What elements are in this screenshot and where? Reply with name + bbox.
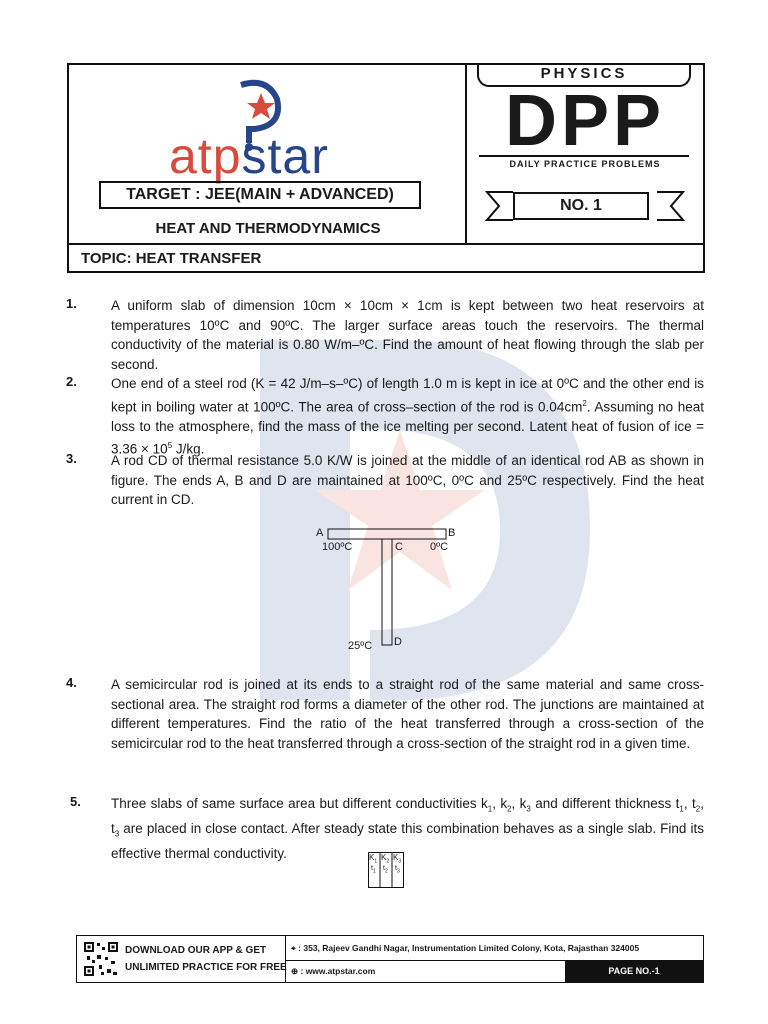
- subject-title: HEAT AND THERMODYNAMICS: [155, 220, 381, 237]
- website-link[interactable]: ⊕ : www.atpstar.com: [291, 966, 376, 976]
- footer: [76, 935, 704, 983]
- physics-label: PHYSICS: [477, 63, 691, 87]
- qr-code-icon[interactable]: [83, 941, 119, 977]
- label-c: C: [395, 541, 403, 553]
- header-right: [467, 65, 703, 243]
- slab-1-k: $K_1$: [369, 853, 378, 865]
- question-number: 5.: [70, 794, 81, 809]
- question-text: A rod CD of thermal resistance 5.0 K/W is joined at the middle of an identical rod AB as shown in figure. The ends A, B and D are maintained at 100ºC, 0ºC and 25ºC respectively. Find the heat current in CD.: [111, 453, 704, 507]
- header-box: [67, 63, 705, 273]
- location-pin-icon: ⌖: [291, 943, 296, 953]
- dpp-subtitle: DAILY PRACTICE PROBLEMS: [509, 159, 661, 169]
- slab-2-k: $K_2$: [381, 853, 390, 865]
- label-temp-a: 100ºC: [322, 541, 353, 553]
- question-number: 2.: [66, 374, 77, 389]
- app-promo: [125, 942, 287, 976]
- slab-1-t: $t_1$: [371, 865, 376, 875]
- slab-3-k: $K_3$: [393, 853, 402, 865]
- dpp-title: DPP: [504, 81, 666, 161]
- brand-prefix: atp: [169, 128, 242, 184]
- brand-name: [169, 127, 329, 185]
- topic-label: TOPIC: HEAT TRANSFER: [81, 250, 262, 267]
- question-number: 4.: [66, 675, 77, 690]
- figure-t-rod: [300, 525, 480, 655]
- question-text: A uniform slab of dimension 10cm × 10cm × 1cm is kept between two heat reservoirs at temperatures 10ºC and 90ºC. The larger surface areas touch the reservoirs. The thermal conductivity of the material is 0.80 W/m–ºC. Find the amount of heat flowing through the slab per second.: [111, 298, 704, 372]
- dpp-divider: [479, 155, 689, 157]
- app-promo-line2: UNLIMITED PRACTICE FOR FREE: [125, 962, 287, 973]
- footer-divider: [285, 936, 286, 982]
- label-d: D: [394, 636, 402, 648]
- question-text: A semicircular rod is joined at its ends to a straight rod of the same material and same cross-sectional area. The straight rod forms a diameter of the other rod. The junctions are maintained at different temperatures. Find the ratio of the heat transferred through a cross-section of the semicircular rod to the heat transferred through a cross-section of the straight rod in a given time.: [111, 677, 704, 751]
- question-number: 3.: [66, 451, 77, 466]
- app-promo-line1: DOWNLOAD OUR APP & GET: [125, 945, 267, 956]
- question-number: 1.: [66, 296, 77, 311]
- label-b: B: [448, 527, 456, 539]
- slab-3-t: $t_3$: [395, 865, 400, 875]
- label-temp-b: 0ºC: [430, 541, 449, 553]
- question-text: Three slabs of same surface area but different conductivities $k_1$, $k_2$, $k_3$ and different thickness $t_1$, $t_2$, $t_3$ are placed in close contact. After steady state this combination behaves as a single slab. Find its effective thermal conductivity.: [111, 796, 704, 862]
- globe-icon: ⊕: [291, 966, 299, 976]
- address: ⌖ : 353, Rajeev Gandhi Nagar, Instrumentation Limited Colony, Kota, Rajasthan 324005: [291, 943, 640, 953]
- topic-row: [69, 243, 703, 271]
- target-label: TARGET : JEE(MAIN + ADVANCED): [99, 181, 421, 209]
- figure-three-slabs: [368, 852, 404, 888]
- brand-suffix: star: [241, 128, 329, 184]
- label-a: A: [316, 527, 324, 539]
- header-left: [69, 65, 467, 243]
- dpp-number: NO. 1: [513, 192, 649, 220]
- page-number: PAGE NO.-1: [565, 960, 703, 982]
- question-text: One end of a steel rod (K = 42 J/m–s–ºC) of length 1.0 m is kept in ice at 0ºC and the other end is kept in boiling water at 100ºC. The area of cross–section of the rod is $0.04cm^2$. Assuming no heat loss to the atmosphere, find the mass of the ice melting per second. Latent heat of fusion of ice = $3.36 \times 10^5$ J/kg.: [111, 376, 704, 457]
- label-temp-d: 25ºC: [348, 640, 373, 652]
- slab-2-t: $t_2$: [383, 865, 388, 875]
